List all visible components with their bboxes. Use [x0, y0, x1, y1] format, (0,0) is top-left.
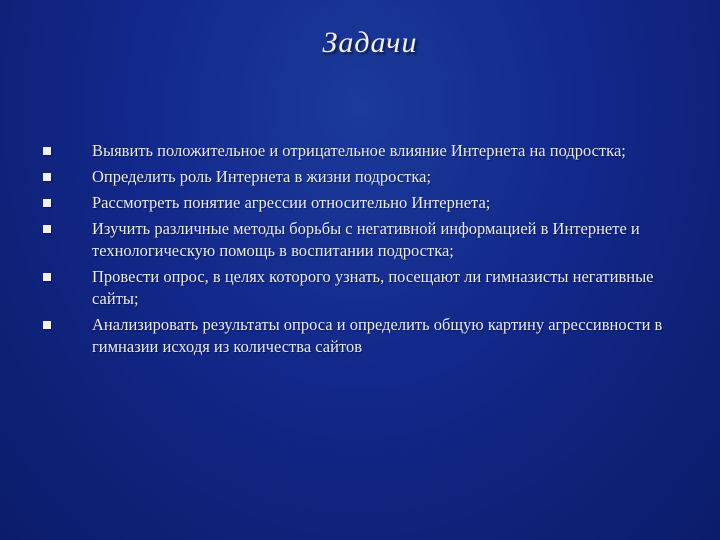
list-item — [40, 192, 680, 214]
square-bullet-icon — [43, 173, 51, 181]
square-bullet-icon — [43, 225, 51, 233]
list-item-text: Рассмотреть понятие агрессии относительно Интернета; — [92, 193, 491, 212]
list-item — [40, 314, 680, 358]
list-item — [40, 218, 680, 262]
list-item-text: Выявить положительное и отрицательное влияние Интернета на подростка; — [92, 141, 626, 160]
square-bullet-icon — [43, 199, 51, 207]
task-list — [40, 140, 680, 362]
list-item — [40, 166, 680, 188]
slide-title: Задачи — [322, 26, 418, 59]
list-item — [40, 266, 680, 310]
list-item-text: Анализировать результаты опроса и определить общую картину агрессивности в гимназии исходя из количества сайтов — [92, 315, 663, 356]
square-bullet-icon — [43, 273, 51, 281]
square-bullet-icon — [43, 321, 51, 329]
square-bullet-icon — [43, 147, 51, 155]
list-item-text: Провести опрос, в целях которого узнать, посещают ли гимназисты негативные сайты; — [92, 267, 654, 308]
list-item — [40, 140, 680, 162]
list-item-text: Изучить различные методы борьбы с негативной информацией в Интернете и технологическую помощь в воспитании подростка; — [92, 219, 640, 260]
list-item-text: Определить роль Интернета в жизни подростка; — [92, 167, 432, 186]
